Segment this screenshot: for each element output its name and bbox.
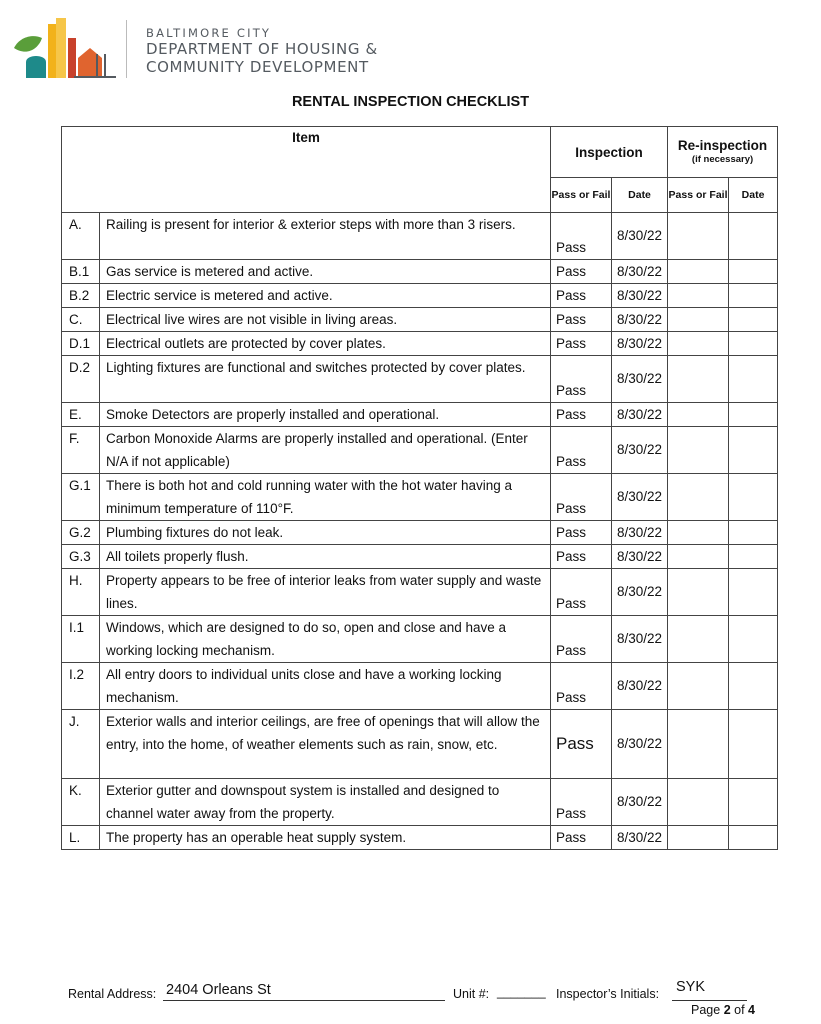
row-description: Electric service is metered and active. — [100, 284, 551, 308]
row-reinspection-date — [729, 545, 778, 569]
table-row — [62, 213, 778, 260]
row-description: Property appears to be free of interior leaks from water supply and waste lines. — [100, 569, 551, 616]
row-date: 8/30/22 — [612, 521, 668, 545]
row-result: Pass — [551, 308, 612, 332]
row-result: Pass — [551, 213, 612, 260]
row-reinspection-date — [729, 260, 778, 284]
table-row — [62, 569, 778, 616]
row-description: All toilets properly flush. — [100, 545, 551, 569]
inspection-checklist-table — [61, 126, 778, 850]
row-code: B.1 — [62, 260, 100, 284]
header-item: Item — [62, 127, 551, 213]
page-number — [691, 1003, 755, 1017]
row-date: 8/30/22 — [612, 308, 668, 332]
row-reinspection-result — [668, 332, 729, 356]
subheader-date: Date — [612, 178, 668, 213]
row-reinspection-date — [729, 710, 778, 779]
table-row — [62, 545, 778, 569]
row-reinspection-date — [729, 403, 778, 427]
row-result: Pass — [551, 427, 612, 474]
row-description: Carbon Monoxide Alarms are properly installed and operational. (Enter N/A if not applicable) — [100, 427, 551, 474]
row-description: All entry doors to individual units close and have a working locking mechanism. — [100, 663, 551, 710]
row-reinspection-result — [668, 569, 729, 616]
table-row — [62, 826, 778, 850]
address-value: 2404 Orleans St — [166, 982, 271, 998]
row-code: B.2 — [62, 284, 100, 308]
table-row — [62, 403, 778, 427]
row-result: Pass — [551, 616, 612, 663]
row-result: Pass — [551, 710, 612, 779]
row-reinspection-date — [729, 616, 778, 663]
row-reinspection-result — [668, 545, 729, 569]
row-date: 8/30/22 — [612, 710, 668, 779]
row-code: J. — [62, 710, 100, 779]
row-description: Smoke Detectors are properly installed and operational. — [100, 403, 551, 427]
row-date: 8/30/22 — [612, 545, 668, 569]
row-result: Pass — [551, 260, 612, 284]
row-code: D.2 — [62, 356, 100, 403]
row-result: Pass — [551, 474, 612, 521]
page-total: 4 — [748, 1003, 755, 1017]
row-code: G.3 — [62, 545, 100, 569]
row-description: Electrical outlets are protected by cover plates. — [100, 332, 551, 356]
row-date: 8/30/22 — [612, 569, 668, 616]
unit-field[interactable]: _______ — [497, 985, 546, 999]
header-reinspection-label: Re-inspection — [677, 138, 768, 153]
org-name — [146, 26, 378, 76]
row-reinspection-result — [668, 521, 729, 545]
table-row — [62, 663, 778, 710]
row-result: Pass — [551, 521, 612, 545]
row-date: 8/30/22 — [612, 826, 668, 850]
row-reinspection-date — [729, 826, 778, 850]
table-row — [62, 427, 778, 474]
row-reinspection-result — [668, 663, 729, 710]
row-reinspection-result — [668, 427, 729, 474]
row-code: K. — [62, 779, 100, 826]
table-row — [62, 474, 778, 521]
row-result: Pass — [551, 284, 612, 308]
org-line-2: DEPARTMENT OF HOUSING & — [146, 40, 378, 58]
row-result: Pass — [551, 545, 612, 569]
row-description: Plumbing fixtures do not leak. — [100, 521, 551, 545]
subheader-reinspection-date: Date — [729, 178, 778, 213]
header-inspection: Inspection — [551, 127, 668, 178]
row-reinspection-date — [729, 569, 778, 616]
row-reinspection-date — [729, 308, 778, 332]
header-reinspection-note: (if necessary) — [691, 154, 754, 165]
table-row — [62, 710, 778, 779]
table-row — [62, 616, 778, 663]
row-code: A. — [62, 213, 100, 260]
row-reinspection-date — [729, 521, 778, 545]
row-reinspection-result — [668, 616, 729, 663]
logo-divider — [126, 20, 127, 78]
row-code: H. — [62, 569, 100, 616]
row-date: 8/30/22 — [612, 332, 668, 356]
table-row — [62, 521, 778, 545]
row-reinspection-date — [729, 474, 778, 521]
row-reinspection-result — [668, 826, 729, 850]
document-title: RENTAL INSPECTION CHECKLIST — [291, 94, 530, 110]
row-date: 8/30/22 — [612, 616, 668, 663]
table-row — [62, 356, 778, 403]
row-reinspection-date — [729, 213, 778, 260]
row-reinspection-result — [668, 779, 729, 826]
row-code: G.2 — [62, 521, 100, 545]
row-reinspection-result — [668, 260, 729, 284]
row-reinspection-date — [729, 332, 778, 356]
row-code: G.1 — [62, 474, 100, 521]
initials-label: Inspector’s Initials: — [556, 987, 660, 1001]
row-reinspection-date — [729, 284, 778, 308]
page-prefix: Page — [691, 1003, 721, 1017]
org-line-3: COMMUNITY DEVELOPMENT — [146, 58, 369, 76]
row-reinspection-date — [729, 427, 778, 474]
unit-label: Unit #: — [453, 987, 490, 1001]
row-description: Railing is present for interior & exterior steps with more than 3 risers. — [100, 213, 551, 260]
initials-value: SYK — [676, 979, 706, 995]
row-reinspection-result — [668, 213, 729, 260]
row-code: D.1 — [62, 332, 100, 356]
row-description: Lighting fixtures are functional and switches protected by cover plates. — [100, 356, 551, 403]
row-code: C. — [62, 308, 100, 332]
row-description: Gas service is metered and active. — [100, 260, 551, 284]
table-row — [62, 260, 778, 284]
row-result: Pass — [551, 826, 612, 850]
row-reinspection-date — [729, 356, 778, 403]
table-row — [62, 284, 778, 308]
table-row — [62, 332, 778, 356]
leaf-icon — [14, 36, 42, 52]
row-reinspection-date — [729, 663, 778, 710]
row-date: 8/30/22 — [612, 260, 668, 284]
row-code: L. — [62, 826, 100, 850]
row-description: The property has an operable heat supply system. — [100, 826, 551, 850]
table-row — [62, 308, 778, 332]
subheader-pass-fail: Pass or Fail — [551, 178, 612, 213]
row-result: Pass — [551, 569, 612, 616]
row-date: 8/30/22 — [612, 474, 668, 521]
row-reinspection-date — [729, 779, 778, 826]
header-reinspection — [668, 127, 778, 178]
row-reinspection-result — [668, 474, 729, 521]
row-reinspection-result — [668, 403, 729, 427]
row-date: 8/30/22 — [612, 427, 668, 474]
row-reinspection-result — [668, 710, 729, 779]
row-code: F. — [62, 427, 100, 474]
row-reinspection-result — [668, 308, 729, 332]
row-date: 8/30/22 — [612, 403, 668, 427]
department-logo — [12, 14, 117, 80]
row-description: There is both hot and cold running water with the hot water having a minimum temperature of 110°F. — [100, 474, 551, 521]
row-result: Pass — [551, 332, 612, 356]
page-current: 2 — [723, 1003, 731, 1017]
row-result: Pass — [551, 356, 612, 403]
org-line-1: BALTIMORE CITY — [146, 26, 272, 40]
row-date: 8/30/22 — [612, 663, 668, 710]
row-reinspection-result — [668, 356, 729, 403]
row-result: Pass — [551, 779, 612, 826]
row-description: Exterior walls and interior ceilings, are free of openings that will allow the entry, into the home, of weather elements such as rain, snow, etc. — [100, 710, 551, 779]
address-label: Rental Address: — [68, 987, 157, 1001]
row-result: Pass — [551, 663, 612, 710]
row-description: Electrical live wires are not visible in living areas. — [100, 308, 551, 332]
row-result: Pass — [551, 403, 612, 427]
row-code: I.1 — [62, 616, 100, 663]
table-row — [62, 779, 778, 826]
page-of: of — [734, 1003, 745, 1017]
row-date: 8/30/22 — [612, 213, 668, 260]
row-date: 8/30/22 — [612, 284, 668, 308]
row-date: 8/30/22 — [612, 356, 668, 403]
row-date: 8/30/22 — [612, 779, 668, 826]
row-description: Windows, which are designed to do so, open and close and have a working locking mechanism. — [100, 616, 551, 663]
row-code: I.2 — [62, 663, 100, 710]
subheader-reinspection-pass-fail: Pass or Fail — [668, 178, 729, 213]
row-description: Exterior gutter and downspout system is installed and designed to channel water away from the property. — [100, 779, 551, 826]
row-reinspection-result — [668, 284, 729, 308]
row-code: E. — [62, 403, 100, 427]
